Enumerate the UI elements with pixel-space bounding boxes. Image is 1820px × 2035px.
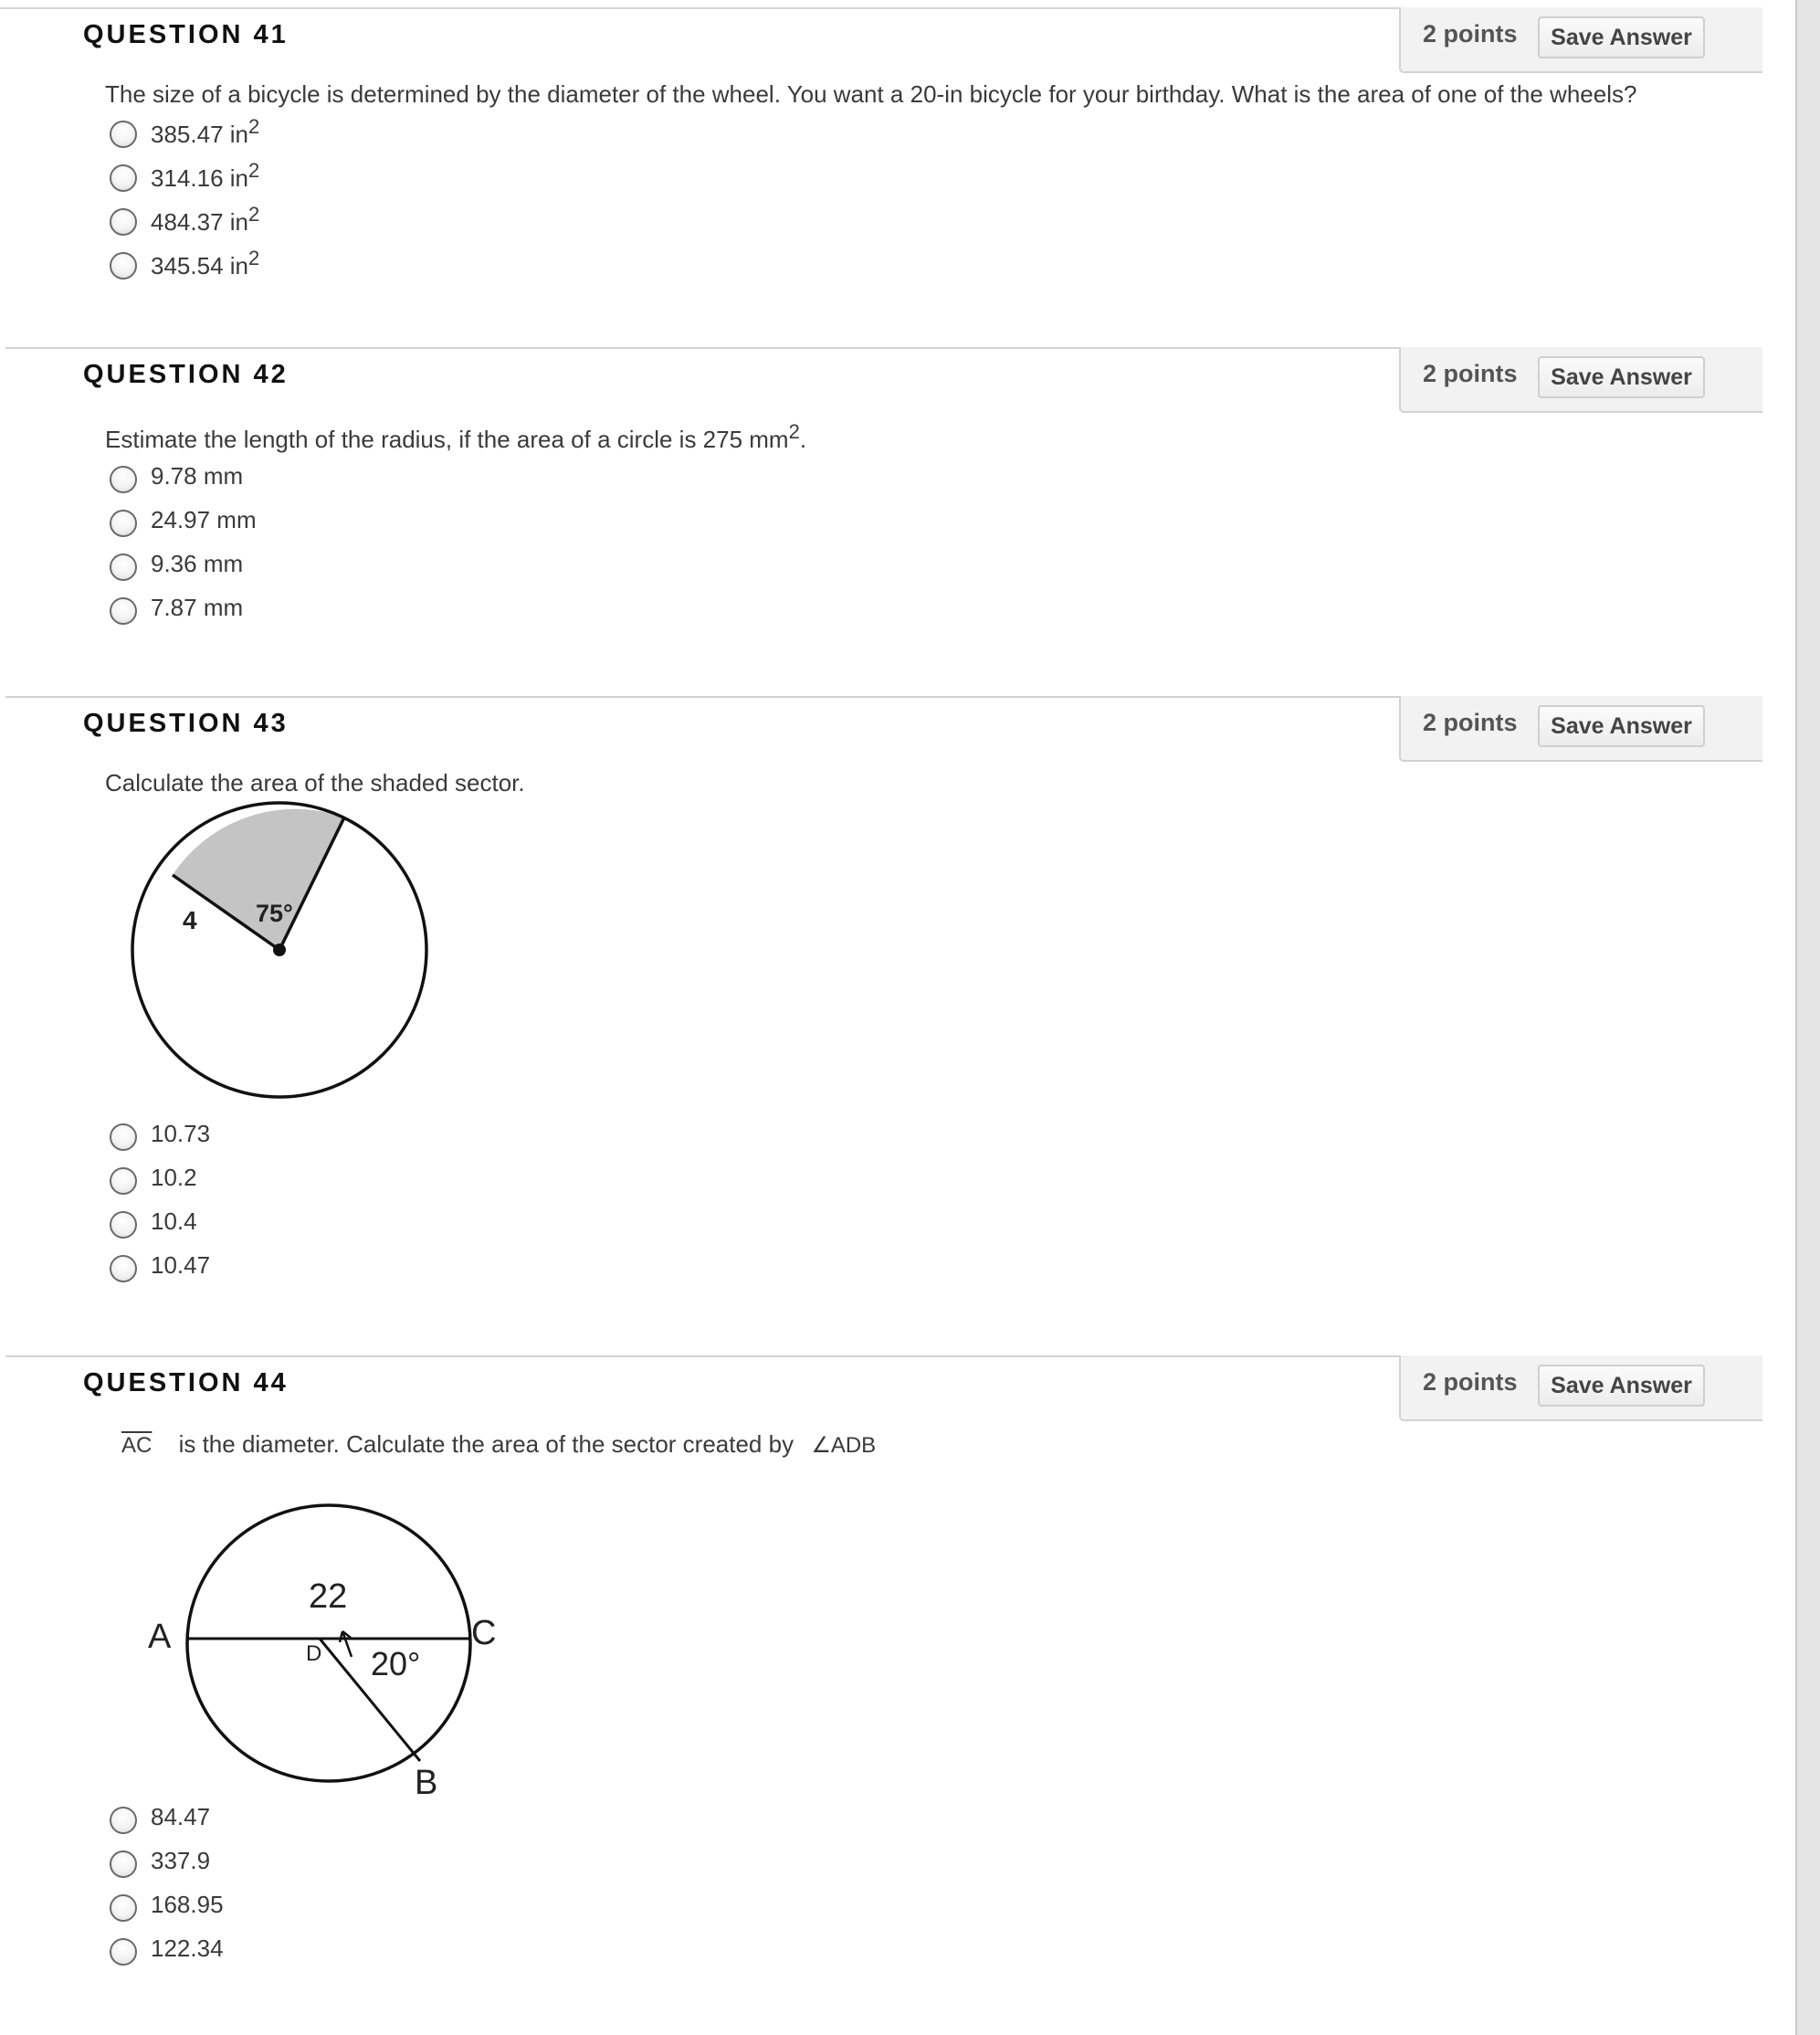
- option-label: 9.36 mm: [151, 550, 244, 577]
- radio-button[interactable]: [110, 597, 137, 625]
- radio-button[interactable]: [110, 1894, 137, 1922]
- radio-button[interactable]: [110, 1938, 137, 1966]
- points-label: 2 points: [1423, 20, 1518, 47]
- save-answer-button[interactable]: Save Answer: [1538, 16, 1705, 58]
- radio-button[interactable]: [110, 1211, 137, 1239]
- option-label: 168.95: [151, 1891, 224, 1918]
- question-44: [0, 1355, 1762, 2035]
- length-label: 22: [309, 1577, 348, 1616]
- diameter-diagram: [137, 1492, 521, 1821]
- radio-button[interactable]: [110, 1123, 137, 1151]
- option-label: 10.2: [151, 1164, 197, 1191]
- option-label: 122.34: [151, 1935, 224, 1962]
- option-label: 10.73: [151, 1120, 211, 1147]
- question-43: [0, 696, 1762, 1355]
- option-label: 345.54 $in^2$: [151, 247, 260, 279]
- option-label: 10.47: [151, 1251, 211, 1279]
- radio-button[interactable]: [110, 1167, 137, 1195]
- circle-outline: [187, 1505, 470, 1781]
- radio-button[interactable]: [110, 164, 137, 192]
- angle-symbol: ∠ADB: [811, 1433, 877, 1458]
- radio-button[interactable]: [110, 1255, 137, 1282]
- radio-button[interactable]: [110, 1807, 137, 1834]
- points-panel: [1399, 696, 1762, 762]
- angle-label: 20°: [371, 1645, 421, 1682]
- points-panel: [1399, 347, 1762, 413]
- option-label: 337.9: [151, 1847, 211, 1874]
- points-panel: [1399, 1355, 1762, 1421]
- question-title: QUESTION 41: [83, 20, 289, 49]
- option-label: 24.97 mm: [151, 506, 257, 533]
- save-answer-button[interactable]: Save Answer: [1538, 356, 1705, 398]
- question-title: QUESTION 43: [83, 709, 289, 738]
- point-a-label: A: [148, 1618, 172, 1656]
- points-label: 2 points: [1423, 1368, 1518, 1396]
- option-label: 484.37 $in^2$: [151, 203, 260, 236]
- point-c-label: C: [471, 1614, 497, 1652]
- segment-label: $\overline{AC}$: [121, 1433, 153, 1458]
- radius-label: 4: [183, 906, 197, 934]
- save-answer-button[interactable]: Save Answer: [1538, 705, 1705, 747]
- radio-button[interactable]: [110, 121, 137, 148]
- option-label: 9.78 mm: [151, 462, 244, 490]
- radio-button[interactable]: [110, 208, 137, 236]
- radio-button[interactable]: [110, 1850, 137, 1878]
- option-label: 84.47: [151, 1803, 211, 1830]
- points-label: 2 points: [1423, 709, 1518, 736]
- question-42: [0, 347, 1762, 696]
- question-title: QUESTION 44: [83, 1368, 289, 1397]
- point-d-label: D: [306, 1641, 322, 1666]
- points-label: 2 points: [1423, 360, 1518, 387]
- option-label: 385.47 $in^2$: [151, 115, 260, 148]
- point-b-label: B: [415, 1764, 438, 1802]
- question-41: [0, 7, 1762, 347]
- radio-button[interactable]: [110, 554, 137, 581]
- question-text: The size of a bicycle is determined by the diameter of the wheel. You want a 20-in bicycle for your birthday. What is the area of one of the wheels?: [105, 80, 1637, 108]
- question-text: Estimate the length of the radius, if the area of a circle is 275 $mm^2$.: [105, 420, 807, 453]
- points-panel: [1399, 7, 1762, 73]
- option-label: 314.16 $in^2$: [151, 159, 260, 192]
- option-label: 10.4: [151, 1207, 197, 1235]
- radio-button[interactable]: [110, 466, 137, 493]
- question-text: Calculate the area of the shaded sector.: [105, 769, 525, 796]
- question-title: QUESTION 42: [83, 360, 289, 389]
- save-answer-button[interactable]: Save Answer: [1538, 1365, 1705, 1407]
- center-point: [273, 944, 286, 956]
- question-text: $\overline{AC}$ is the diameter. Calculate the area of the sector created by ∠ADB: [121, 1430, 877, 1458]
- scrollbar-track[interactable]: [1795, 0, 1820, 2035]
- sector-diagram: [119, 801, 457, 1112]
- option-label: 7.87 mm: [151, 594, 244, 621]
- shaded-sector: [173, 809, 344, 950]
- radio-button[interactable]: [110, 510, 137, 537]
- angle-label: 75°: [256, 900, 293, 927]
- radio-button[interactable]: [110, 252, 137, 279]
